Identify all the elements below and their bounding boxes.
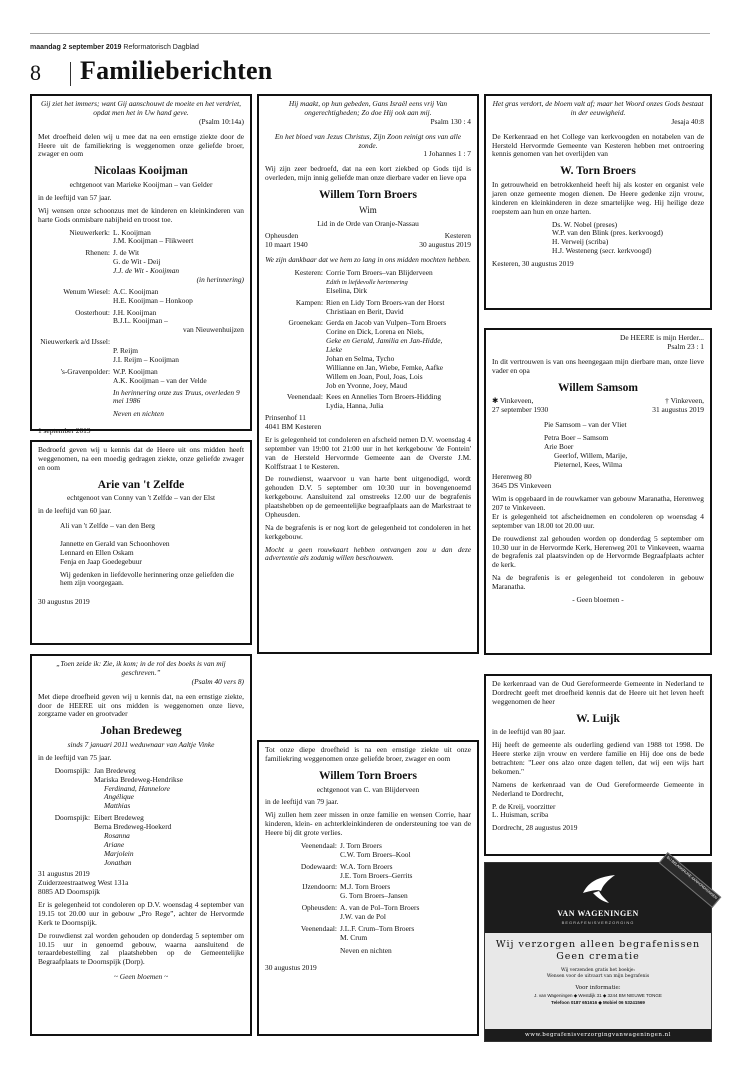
family-group: Veenendaal: Kees en Annelies Torn Broers-Hidding Lydia, Hanna, Julia bbox=[286, 392, 442, 411]
family-group: Doornspijk: Jan Bredeweg Mariska Bredeweg-Hendrikse Ferdinand, Hannelore Angélique Matthias bbox=[54, 765, 183, 811]
top-rule bbox=[30, 33, 710, 34]
notice-kooijman bbox=[30, 94, 252, 436]
slogan-line-2: Geen crematie bbox=[556, 951, 640, 963]
intro-text: Met droefheid delen wij u mee dat na een ernstige ziekte door de Heere uit de familiekring is weggenomen onze geliefde broer, zwager en oom bbox=[38, 131, 244, 159]
dove-logo-icon bbox=[579, 871, 619, 905]
after-text: Na de begrafenis is er gelegenheid tot condoleren in gebouw Maranatha. bbox=[492, 573, 704, 592]
deceased-name: W. Luijk bbox=[576, 712, 620, 725]
age-line: in de leeftijd van 79 jaar. bbox=[265, 797, 339, 807]
family-group: Veenendaal: J.L.F. Crum–Torn Broers M. Crum bbox=[300, 923, 415, 942]
ribbon-badge: BIJ BELANGRIJKE AANKONDIGINGEN bbox=[659, 852, 722, 908]
order-line: Lid in de Orde van Oranje-Nassau bbox=[317, 218, 419, 228]
signatures: P. de Kreij, voorzitter L. Huisman, scriba bbox=[492, 801, 556, 820]
family-group: IJzendoorn: M.J. Torn Broers G. Torn Broers–Jansen bbox=[302, 882, 408, 901]
birth-death-row: ✱ Vinkeveen, 27 september 1930 † Vinkeveen, 31 augustus 2019 bbox=[492, 396, 704, 415]
family-group: Nieuwerkerk a/d IJssel: P. Reijm J.I. Reijm – Kooijman bbox=[40, 337, 179, 364]
signoff-text: Namens de kerkenraad van de Oud Gereformeerde Gemeente in Nederland te Dordrecht, bbox=[492, 779, 704, 798]
intro-text: Wij zijn zeer bedroefd, dat na een kort ziekbed op Gods tijd is overleden, mijn innig geliefde man onze dierbare vader en lieve opa bbox=[265, 164, 471, 183]
family-group: Oosterhout: J.H. Kooijman B.J.L. Kooijman – van Nieuwenhuijzen bbox=[75, 307, 244, 335]
tribute-text: Hij heeft de gemeente als ouderling gediend van 1988 tot 1998. De Heere sterke zijn vrouw en verdere familie en Hij doe ons de bede betrachten: "Leer ons alzo onze dagen tellen, dat wij een wijs hart bekomen." bbox=[492, 740, 704, 776]
notice-zelfde bbox=[30, 440, 252, 645]
notice-date: 1 september 2019 bbox=[38, 426, 91, 436]
deceased-name: Willem Torn Broers bbox=[319, 769, 417, 782]
family-group: Doornspijk: Eibert Bredeweg Berna Bredeweg-Hoekerd Rosanna Ariane Marjolein Jonathan bbox=[54, 813, 172, 867]
comfort-line: We zijn dankbaar dat we hem zo lang in ons midden mochten hebben. bbox=[265, 255, 471, 265]
nephews-line: Neven en nichten bbox=[113, 409, 164, 419]
address-block: Herenweg 80 3645 DS Vinkeveen bbox=[492, 472, 552, 491]
family-group: Wenum Wiesel: A.C. Kooijman H.E. Kooijman – Honkoop bbox=[63, 286, 193, 305]
family-group: Groenekan: Gerda en Jacob van Vulpen–Torn Broers Corine en Dick, Lorena en Niels, Geke en Gerald, Jamilia en Jan-Hidde, Lieke Johan en Selma, Tycho Willianne en Jan, Wiebe, Femke, Aafke Willem en Joan, Poul, Joas, Lois Job en Yvonne, Joey, Maud bbox=[288, 318, 447, 390]
wish-text: Wij zullen hem zeer missen in onze familie en wensen Corrie, haar kinderen, klein- en achterkleinkinderen de ondersteuning toe van de Heere bij dit grote verlies. bbox=[265, 810, 471, 838]
closing-text: Mocht u geen rouwkaart hebben ontvangen zou u dan deze advertentie als zodanig willen beschouwen. bbox=[265, 544, 471, 563]
family-group: Veenendaal: J. Torn Broers C.W. Torn Broers–Kool bbox=[300, 840, 411, 859]
notice-luijk bbox=[484, 674, 712, 856]
advert-body bbox=[485, 933, 711, 1029]
family-list: Petra Boer – Samsom Arie Boer Geerlof, Willem, Marije, Pieternel, Kees, Wilma bbox=[544, 432, 628, 469]
spouse-line: echtgenoot van Conny van 't Zelfde – van der Elst bbox=[66, 493, 216, 503]
notice-bredeweg bbox=[30, 654, 252, 1036]
service-text: De rouwdienst zal gehouden worden op donderdag 5 september om 10.30 uur in de Hervormde Kerk, Herenweg 201 te Vinkeveen, waarna de begrafenis zal plaatsvinden op de Hervormde Begraafplaats achter de kerk. bbox=[492, 533, 704, 570]
signatures: Ds. W. Nobel (preses) W.P. van den Blink (pres. kerkvoogd) H. Verweij (scriba) H.J. Westeneng (secr. kerkvoogd) bbox=[552, 219, 663, 256]
info-label: Voor informatie: bbox=[575, 984, 621, 991]
spouse-line: echtgenoot van C. van Blijderveen bbox=[316, 784, 420, 794]
intro-text: Bedroefd geven wij u kennis dat de Heere uit ons midden heeft weggenomen, na een moedig gedragen ziekte, onze geliefde zwager en oom bbox=[38, 445, 244, 472]
spouse-line: Pie Samsom – van der Vliet bbox=[544, 420, 627, 430]
condolence-text: Er is gelegenheid tot condoleren en afscheid nemen D.V. woensdag 4 september van 19:00 tot 21:00 uur in het kerkgebouw 'de Fontein' van de Hersteld Hervormde Gemeente aan de Overste J.M. Kolffstraat 1 te Kesteren. bbox=[265, 434, 471, 471]
page-number: 8 bbox=[30, 60, 41, 85]
condolence-text: Er is gelegenheid tot afscheidnemen en condoleren op woensdag 4 september van 18.00 tot 20.00 uur. bbox=[492, 511, 704, 530]
slogan-line-1: Wij verzorgen alleen begrafenissen bbox=[495, 939, 701, 950]
notice-date: Dordrecht, 28 augustus 2019 bbox=[492, 823, 578, 833]
intro-text: In dit vertrouwen is van ons heengegaan mijn dierbare man, onze lieve vader en opa bbox=[492, 356, 704, 375]
tribute-text: In getrouwheid en betrokkenheid heeft hij als koster en organist vele jaren onze gemeente mogen dienen. De Heere gedenke zijn vrouw, kinderen en kleinkinderen in deze smartelijke weg. Hij heilige deze roepstem aan hun en onze harten. bbox=[492, 180, 704, 216]
wish-text: Wij wensen onze schoonzus met de kinderen en kleinkinderen van harte Gods onmisbare nabijheid en troost toe. bbox=[38, 205, 244, 224]
condolence-text: Er is gelegenheid tot condoleren op D.V. woensdag 4 september van 19.15 tot 20.00 uur in gebouw „Pro Rege”, achter de Hervormde Kerk te Doornspijk. bbox=[38, 900, 244, 927]
family-group: 's-Gravenpolder: W.P. Kooijman A.K. Kooijman – van der Velde bbox=[60, 366, 207, 385]
family-list: Ali van 't Zelfde – van den Berg Jannette en Gerald van Schoonhoven Lennard en Ellen Oskam Fenja en Jaap Goedegebuur bbox=[60, 521, 170, 566]
address-block: 31 augustus 2019 Zuiderzeestraatweg West 131a 8085 AD Doornspijk bbox=[38, 869, 129, 897]
family-group: Opheusden: A. van de Pol–Torn Broers J.W. van de Pol bbox=[301, 903, 420, 922]
bible-quote: „Toen zeide ik: Zie, ik kom; in de rol des boeks is van mij geschreven.” (Psalm 40 vers 8) bbox=[56, 659, 244, 686]
age-line: in de leeftijd van 75 jaar. bbox=[38, 752, 112, 762]
deceased-name: Willem Samsom bbox=[558, 381, 638, 394]
age-line: in de leeftijd van 57 jaar. bbox=[38, 192, 112, 202]
bible-quote: Hij maakt, op hun gebeden, Gans Israël eens vrij Van ongerechtigheden; Zo doe Hij ook aan mij. Psalm 130 : 4 bbox=[288, 99, 471, 126]
dateline bbox=[30, 44, 199, 51]
service-text: De rouwdienst, waarvoor u van harte bent uitgenodigd, wordt gehouden D.V. 5 september om 10:30 uur in bovengenoemd kerkgebouw. Aansluitend zal omstreeks 12.00 uur de begrafenis plaatshebben op de gemeentelijke begraafplaats aan de Markstraat te Opheusden. bbox=[265, 474, 471, 519]
website-link[interactable]: www.begrafenisverzorgingvanwageningen.nl bbox=[485, 1029, 711, 1041]
intro-text: De Kerkenraad en het College van kerkvoogden en notabelen van de Hersteld Hervormde Gemeente van Kesteren hebben met ontroering kennis genomen van het overlijden van bbox=[492, 131, 704, 159]
birth-death-row: Opheusden 10 maart 1940 Kesteren 30 augustus 2019 bbox=[265, 231, 471, 250]
company-name: VAN WAGENINGEN bbox=[557, 909, 639, 918]
notice-torn-broers-family bbox=[257, 94, 479, 654]
bible-quote: De HEERE is mijn Herder... Psalm 23 : 1 bbox=[620, 333, 704, 351]
family-group: Nieuwerkerk: L. Kooijman J.M. Kooijman – Flikweert bbox=[69, 227, 194, 246]
info-address: J. van Wageningen ◆ Westdijk 31 ◆ 3244 BM NIEUWE TONGE bbox=[534, 992, 662, 998]
booklet-line: Wij verzenden gratis het boekje: bbox=[560, 967, 636, 973]
widower-line: sinds 7 januari 2011 weduwnaar van Aaltje Vinke bbox=[67, 740, 215, 750]
bible-quote-2: En het bloed van Jezus Christus, Zijn Zoon reinigt ons van alle zonde. 1 Johannes 1 : 7 bbox=[274, 131, 471, 159]
flowers-note: - Geen bloemen - bbox=[572, 594, 624, 604]
deceased-name: Willem Torn Broers bbox=[319, 189, 417, 201]
header-divider bbox=[70, 62, 71, 86]
info-phone: Telefoon 0187 651616 ◆ Mobiel 06 53241569 bbox=[551, 999, 645, 1005]
family-group: Rhenen: J. de Wit G. de Wit - Deij J.J. de Wit - Kooijman (in herinnering) bbox=[85, 248, 244, 284]
bible-quote: Het gras verdort, de bloem valt af; maar het Woord onzes Gods bestaat in der eeuwigheid. Jesaja 40:8 bbox=[492, 99, 704, 126]
section-title: Familieberichten bbox=[80, 56, 273, 85]
notice-torn-broers-siblings bbox=[257, 740, 479, 1036]
flowers-note: ~ Geen bloemen ~ bbox=[113, 972, 169, 982]
memory-line: In herinnering onze zus Truus, overleden 9 mei 1986 bbox=[113, 387, 240, 406]
deceased-name: W. Torn Broers bbox=[560, 165, 636, 178]
age-line: in de leeftijd van 60 jaar. bbox=[38, 506, 112, 516]
laid-out-text: Wim is opgebaard in de rouwkamer van gebouw Maranatha, Herenweg 207 te Vinkeveen. bbox=[492, 494, 704, 513]
booklet-title: Wensen voor de uitvaart van mijn begrafenis bbox=[546, 973, 650, 979]
age-line: in de leeftijd van 80 jaar. bbox=[492, 727, 566, 737]
advert-header bbox=[485, 855, 718, 933]
notice-date: 30 augustus 2019 bbox=[38, 597, 90, 607]
company-subtitle: BEGRAFENISVERZORGING bbox=[561, 920, 635, 925]
nephews-line: Neven en nichten bbox=[340, 945, 392, 955]
family-group: Dodewaard: W.A. Torn Broers J.E. Torn Broers–Gerrits bbox=[300, 861, 413, 880]
intro-text: De kerkenraad van de Oud Gereformeerde Gemeente in Nederland te Dordrecht geeft met droefheid kennis dat de Heere uit het leven heeft weggenomen de heer bbox=[492, 679, 704, 706]
service-text: De rouwdienst zal worden gehouden op donderdag 5 september om 10.15 uur in genoemd gebouw, waarna aansluitend de teraardebestelling zal plaatshebben op de Gemeentelijke Begraafplaats te Doornspijk (Dorp). bbox=[38, 930, 244, 967]
deceased-name: Johan Bredeweg bbox=[100, 725, 182, 738]
nickname: Wim bbox=[359, 204, 377, 215]
spouse-line: echtgenoot van Marieke Kooijman – van Gelder bbox=[69, 180, 213, 190]
after-text: Na de begrafenis is er nog kort de gelegenheid tot condoleren in het kerkgebouw. bbox=[265, 522, 471, 541]
address-block: Prinsenhof 11 4041 BM Kesteren bbox=[265, 413, 322, 432]
undertaker-advert bbox=[484, 855, 718, 1042]
memory-line: Wij gedenken in liefdevolle herinnering onze geliefden die hem zijn voorgegaan. bbox=[60, 569, 234, 588]
deceased-name: Nicolaas Kooijman bbox=[94, 165, 188, 178]
intro-text: Tot onze diepe droefheid is na een ernstige ziekte uit onze familiekring weggenomen onze geliefde broer, zwager en oom bbox=[265, 745, 471, 763]
bible-quote: Gij ziet het immers; want Gij aanschouwt de moeite en het verdriet, opdat men het in Uw hand geve. (Psalm 10:14a) bbox=[40, 99, 244, 126]
intro-text: Met diepe droefheid geven wij u kennis dat, na een ernstige ziekte, door de HEERE uit ons midden is weggenomen onze lieve, zorgzame vader en grootvader bbox=[38, 691, 244, 719]
issue-date: maandag 2 september 2019 bbox=[30, 44, 122, 51]
notice-torn-broers-church bbox=[484, 94, 712, 310]
deceased-name: Arie van 't Zelfde bbox=[97, 478, 185, 491]
family-group: Kesteren: Corrie Torn Broers–van Blijderveen Edith in liefdevolle herinnering Elselina, Dirk bbox=[294, 268, 433, 295]
family-group: Kampen: Rien en Lidy Torn Broers-van der Horst Christiaan en Berit, David bbox=[295, 297, 445, 316]
notice-date: Kesteren, 30 augustus 2019 bbox=[492, 259, 574, 269]
notice-date: 30 augustus 2019 bbox=[265, 962, 317, 972]
notice-samsom bbox=[484, 328, 712, 655]
newspaper-name: Reformatorisch Dagblad bbox=[123, 44, 199, 51]
